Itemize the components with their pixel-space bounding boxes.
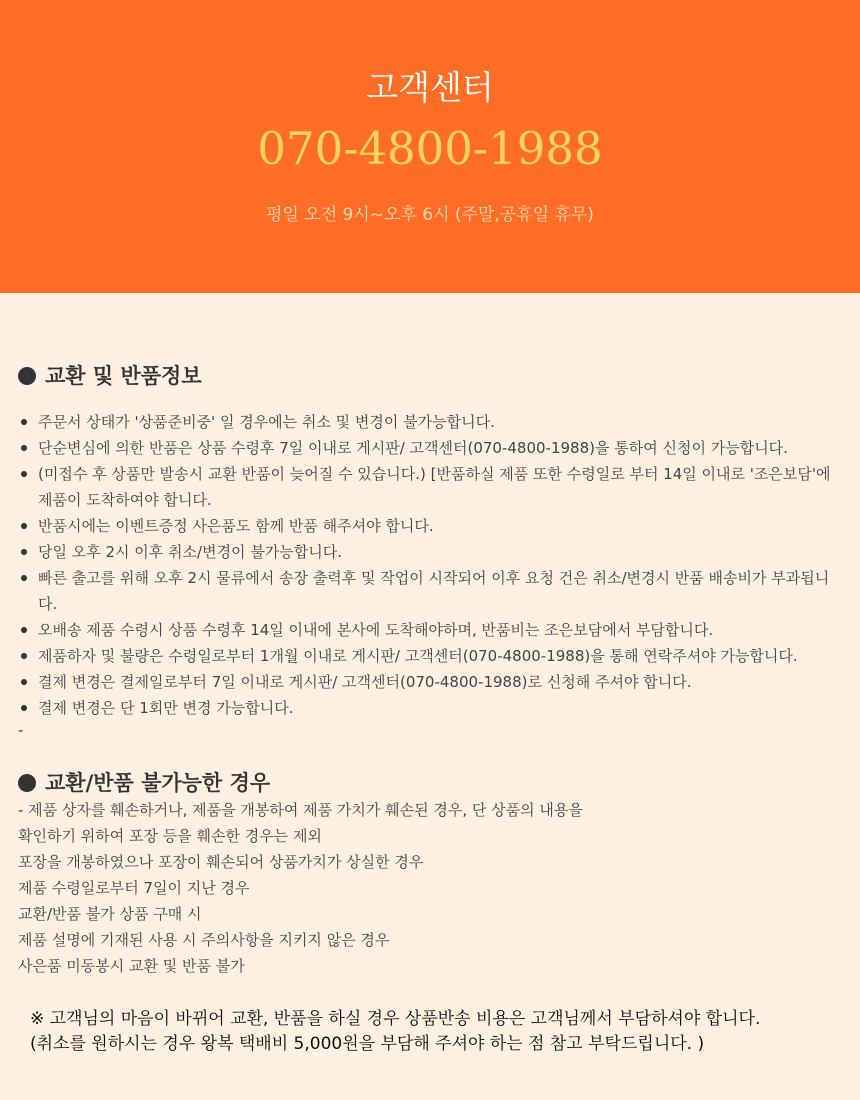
notice-line-1: ※ 고객님의 마음이 바뀌어 교환, 반품을 하실 경우 상품반송 비용은 고객님께서 부담하셔야 합니다. bbox=[30, 1009, 761, 1029]
exchange-info-list bbox=[18, 409, 843, 721]
list-item: 제품하자 및 불량은 수령일로부터 1개월 이내로 게시판/ 고객센터(070-4800-1988)을 통해 연락주셔야 가능합니다. bbox=[18, 643, 843, 669]
notice-line-2: (취소를 원하시는 경우 왕복 택배비 5,000원을 부담해 주셔야 하는 점 참고 부탁드립니다. ) bbox=[30, 1034, 705, 1054]
list-item: - 제품 상자를 훼손하거나, 제품을 개봉하여 제품 가치가 훼손된 경우, 단 상품의 내용을 bbox=[18, 801, 583, 819]
impossible-section-title bbox=[18, 767, 270, 797]
list-item: 제품 수령일로부터 7일이 지난 경우 bbox=[18, 879, 250, 897]
customer-center-header bbox=[0, 0, 860, 293]
header-title: 고객센터 bbox=[366, 68, 494, 107]
impossible-title-text: 교환/반품 불가능한 경우 bbox=[45, 770, 271, 795]
list-item: 사은품 미동봉시 교환 및 반품 불가 bbox=[18, 957, 245, 975]
list-item: 주문서 상태가 '상품준비중' 일 경우에는 취소 및 변경이 불가능합니다. bbox=[18, 409, 843, 435]
list-item: 반품시에는 이벤트증정 사은품도 함께 반품 해주셔야 합니다. bbox=[18, 513, 843, 539]
list-item: 오배송 제품 수령시 상품 수령후 14일 이내에 본사에 도착해야하며, 반품비는 조은보담에서 부담합니다. bbox=[18, 617, 843, 643]
list-item: 당일 오후 2시 이후 취소/변경이 불가능합니다. bbox=[18, 539, 843, 565]
business-hours: 평일 오전 9시~오후 6시 (주말,공휴일 휴무) bbox=[266, 205, 594, 225]
list-item: 제품 설명에 기재된 사용 시 주의사항을 지키지 않은 경우 bbox=[18, 931, 390, 949]
list-item: 결제 변경은 결제일로부터 7일 이내로 게시판/ 고객센터(070-4800-1988)로 신청해 주셔야 합니다. bbox=[18, 669, 843, 695]
exchange-section-title bbox=[18, 360, 202, 390]
list-item: 확인하기 위하여 포장 등을 훼손한 경우는 제외 bbox=[18, 827, 322, 845]
impossible-cases-list bbox=[18, 797, 583, 979]
list-item: 빠른 출고를 위해 오후 2시 물류에서 송장 출력후 및 작업이 시작되어 이후 요청 건은 취소/변경시 반품 배송비가 부과됩니다. bbox=[18, 565, 843, 617]
list-item: 결제 변경은 단 1회만 변경 가능합니다. bbox=[18, 695, 843, 721]
exchange-title-text: 교환 및 반품정보 bbox=[45, 363, 202, 388]
bullet-circle-icon bbox=[18, 367, 36, 385]
list-item: 단순변심에 의한 반품은 상품 수령후 7일 이내로 게시판/ 고객센터(070-4800-1988)을 통하여 신청이 가능합니다. bbox=[18, 435, 843, 461]
list-item: 교환/반품 불가 상품 구매 시 bbox=[18, 905, 202, 923]
bullet-circle-icon bbox=[18, 774, 36, 792]
shipping-cost-notice bbox=[30, 1007, 760, 1057]
list-item: 포장을 개봉하였으나 포장이 훼손되어 상품가치가 상실한 경우 bbox=[18, 853, 424, 871]
trailing-dash: - bbox=[18, 721, 24, 739]
phone-number[interactable]: 070-4800-1988 bbox=[257, 122, 603, 175]
list-item: (미접수 후 상품만 발송시 교환 반품이 늦어질 수 있습니다.) [반품하실 제품 또한 수령일로 부터 14일 이내로 '조은보담'에 제품이 도착하여야 합니다. bbox=[18, 461, 843, 513]
